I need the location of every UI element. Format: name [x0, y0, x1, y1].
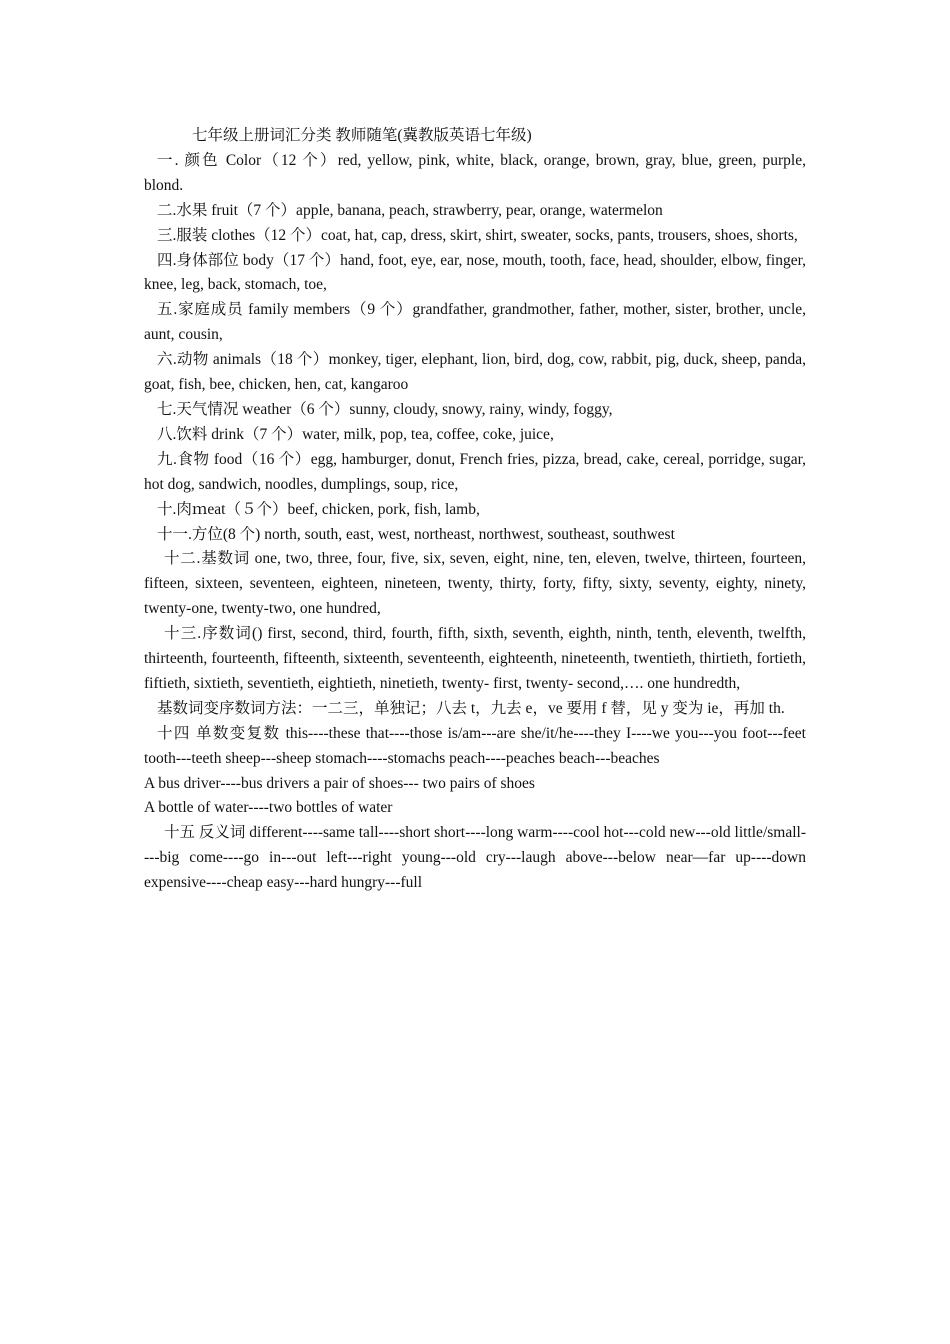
- document-title: 七年级上册词汇分类 教师随笔(冀教版英语七年级): [192, 127, 532, 144]
- section-cardinal-numbers: 十二.基数词 one, two, three, four, five, six, seven, eight, nine, ten, eleven, twelve, thirteen, fourteen, fifteen, sixteen, seventeen, eighteen, nineteen, twenty, thirty, forty, fifty, sixty, seventy, eighty, ninety, twenty-one, twenty-two, one hundred,: [144, 550, 806, 618]
- ordinal-rule: 基数词变序数词方法：一二三，单独记；八去 t，九去 e，ve 要用 f 替，见 y 变为 ie，再加 th.: [157, 699, 785, 717]
- section-animals: 六.动物 animals（18 个）monkey, tiger, elephant, lion, bird, dog, cow, rabbit, pig, duck, sheep, panda, goat, fish, bee, chicken, hen, cat, kangaroo: [144, 351, 806, 394]
- section-plurals: 十四 单数变复数 this----these that----those is/am---are she/it/he----they I----we you---you foot---feet tooth---teeth sheep---sheep stomach----stomachs peach----peaches beach---beaches: [144, 724, 806, 767]
- plural-example-bus: A bus driver----bus drivers a pair of shoes--- two pairs of shoes: [144, 774, 535, 792]
- plural-example-bottle: A bottle of water----two bottles of water: [144, 799, 393, 817]
- section-clothes: 三.服装 clothes（12 个）coat, hat, cap, dress, skirt, shirt, sweater, socks, pants, trousers, shoes, shorts,: [157, 226, 798, 244]
- section-colors: 一. 颜色 Color（12 个）red, yellow, pink, white, black, orange, brown, gray, blue, green, purple, blond.: [144, 151, 806, 194]
- section-antonyms: 十五 反义词 different----same tall----short short----long warm----cool hot---cold new---old little/small----big come----go in---out left---right young---old cry---laugh above---below near—far up----down expensive----cheap easy---hard hungry---full: [144, 824, 806, 892]
- section-ordinal-numbers: 十三.序数词() first, second, third, fourth, fifth, sixth, seventh, eighth, ninth, tenth, eleventh, twelfth, thirteenth, fourteenth, fifteenth, sixteenth, seventeenth, eighteenth, nineteenth, twentieth, thirtieth, fortieth, fiftieth, sixtieth, seventieth, eightieth, ninetieth, twenty- first, twenty- second,…. one hundredth,: [144, 625, 806, 692]
- section-meat: 十.肉ｍeat（５个）beef, chicken, pork, fish, lamb,: [157, 500, 480, 518]
- section-weather: 七.天气情况 weather（6 个）sunny, cloudy, snowy, rainy, windy, foggy,: [157, 400, 613, 418]
- section-directions: 十一.方位(8 个) north, south, east, west, northeast, northwest, southeast, southwest: [157, 525, 675, 543]
- section-family: 五.家庭成员 family members（9 个）grandfather, grandmother, father, mother, sister, brother, uncle, aunt, cousin,: [144, 301, 806, 344]
- section-drink: 八.饮料 drink（7 个）water, milk, pop, tea, coffee, coke, juice,: [157, 425, 554, 443]
- section-fruit: 二.水果 fruit（7 个）apple, banana, peach, strawberry, pear, orange, watermelon: [157, 201, 663, 219]
- section-food: 九.食物 food（16 个）egg, hamburger, donut, French fries, pizza, bread, cake, cereal, porridge, sugar, hot dog, sandwich, noodles, dumplings, soup, rice,: [144, 450, 806, 493]
- section-body: 四.身体部位 body（17 个）hand, foot, eye, ear, nose, mouth, tooth, face, head, shoulder, elbow, finger, knee, leg, back, stomach, toe,: [144, 251, 806, 294]
- document-page: [144, 124, 806, 896]
